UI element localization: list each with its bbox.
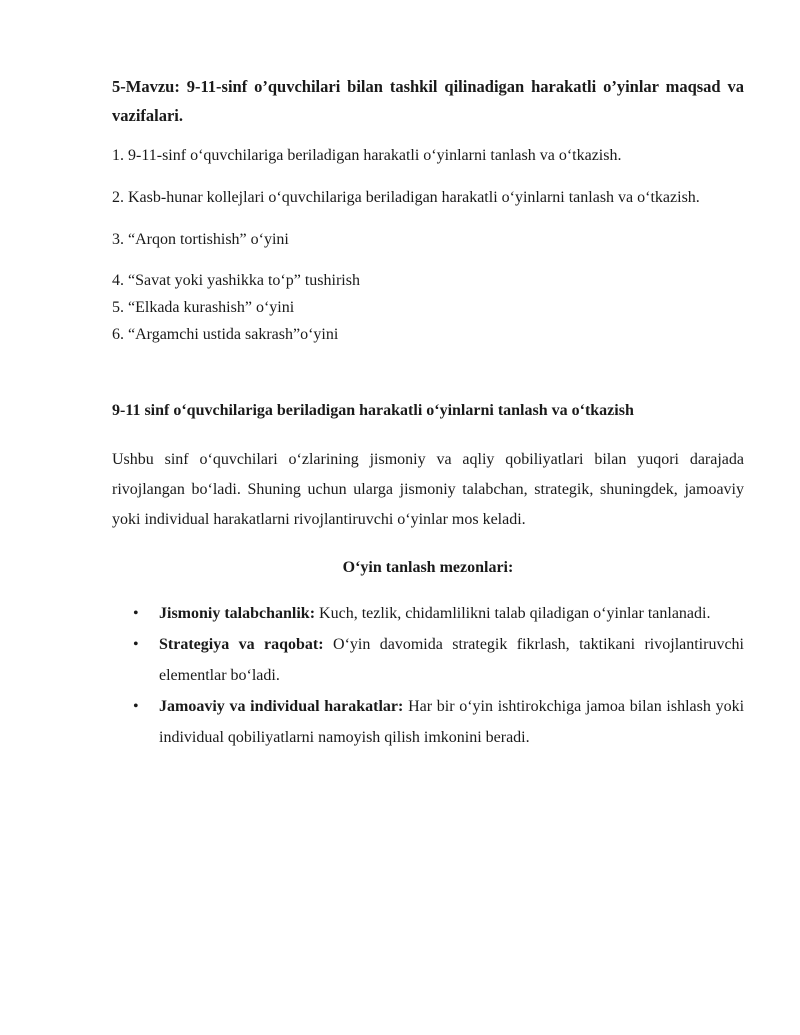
plan-item-5: 5. “Elkada kurashish” o‘yini bbox=[112, 299, 295, 316]
criteria-list bbox=[112, 598, 744, 753]
plan-item-4: 4. “Savat yoki yashikka to‘p” tushirish bbox=[112, 272, 360, 289]
plan-item-3: 3. “Arqon tortishish” o‘yini bbox=[112, 231, 289, 248]
bullet-icon: • bbox=[133, 636, 139, 653]
criteria-item bbox=[112, 691, 744, 753]
bullet-icon: • bbox=[133, 605, 139, 622]
bullet-icon: • bbox=[133, 698, 139, 715]
criteria-heading: O‘yin tanlash mezonlari: bbox=[342, 559, 514, 576]
plan-item-1: 1. 9-11-sinf o‘quvchilariga beriladigan harakatli o‘yinlarni tanlash va o‘tkazish. bbox=[112, 147, 622, 164]
criteria-term: Strategiya va raqobat: bbox=[159, 636, 324, 653]
criteria-text: Har bir o‘yin ishtirokchiga jamoa bilan ishlash yoki individual qobiliyatlarni namoyish qilish imkonini beradi. bbox=[159, 698, 745, 746]
criteria-text: Kuch, tezlik, chidamlilikni talab qiladigan o‘yinlar tanlanadi. bbox=[319, 605, 711, 622]
criteria-item bbox=[112, 598, 744, 629]
criteria-term: Jamoaviy va individual harakatlar: bbox=[159, 698, 404, 715]
intro-paragraph: Ushbu sinf o‘quvchilari o‘zlarining jismoniy va aqliy qobiliyatlari bilan yuqori darajada rivojlangan bo‘ladi. Shuning uchun ularga jismoniy talabchan, strategik, shuningdek, jamoaviy yoki individual harakatlarni rivojlantiruvchi o‘yinlar mos keladi. bbox=[112, 451, 744, 528]
document-page bbox=[112, 72, 744, 753]
section-heading: 9-11 sinf o‘quvchilariga beriladigan harakatli o‘yinlarni tanlash va o‘tkazish bbox=[112, 402, 634, 419]
criteria-item bbox=[112, 629, 744, 691]
plan-item-6: 6. “Argamchi ustida sakrash”o‘yini bbox=[112, 326, 339, 343]
plan-item-2: 2. Kasb-hunar kollejlari o‘quvchilariga beriladigan harakatli o‘yinlarni tanlash va o‘tkazish. bbox=[112, 189, 700, 206]
topic-title: 5-Mavzu: 9-11-sinf o’quvchilari bilan tashkil qilinadigan harakatli o’yinlar maqsad va vazifalari. bbox=[112, 77, 744, 125]
criteria-text: O‘yin davomida strategik fikrlash, taktikani rivojlantiruvchi elementlar bo‘ladi. bbox=[159, 636, 745, 684]
criteria-term: Jismoniy talabchanlik: bbox=[159, 605, 316, 622]
